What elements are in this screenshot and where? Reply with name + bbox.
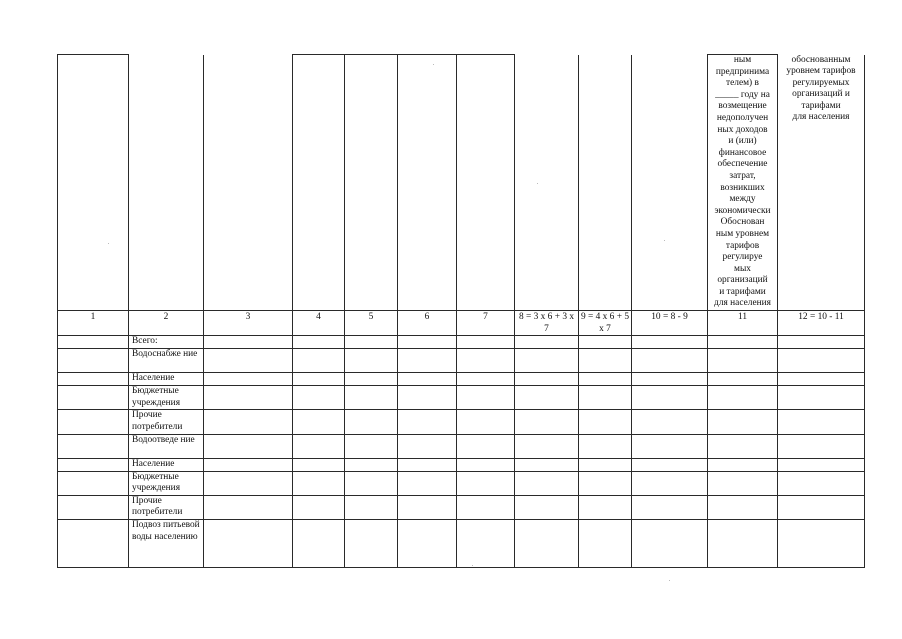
column-number-row — [58, 311, 865, 336]
table-cell — [345, 495, 398, 519]
table-cell — [708, 373, 778, 386]
table-cell — [58, 349, 129, 373]
table-row — [58, 336, 865, 349]
table-cell — [515, 349, 579, 373]
table-cell — [204, 520, 293, 568]
header-text-line: регулируе — [722, 252, 763, 263]
column-number-cell: 11 — [708, 311, 778, 336]
table-cell — [515, 471, 579, 495]
table-cell — [515, 434, 579, 458]
table-cell — [204, 410, 293, 434]
table-cell — [58, 434, 129, 458]
table-cell — [778, 434, 865, 458]
table-cell — [632, 458, 708, 471]
table-cell — [457, 520, 515, 568]
table-cell — [708, 349, 778, 373]
table-cell — [708, 410, 778, 434]
table-cell — [632, 386, 708, 410]
table-cell — [58, 373, 129, 386]
header-cell-2 — [129, 55, 204, 311]
table-cell — [708, 386, 778, 410]
header-cell-12 — [778, 55, 865, 311]
header-cell-4 — [293, 55, 345, 311]
table-cell — [398, 434, 457, 458]
header-text-line: экономически — [714, 205, 771, 216]
table-row — [58, 471, 865, 495]
header-text-line: тарифов — [725, 240, 760, 251]
row-label: Население — [129, 458, 204, 471]
table-cell — [515, 336, 579, 349]
scan-speck — [664, 240, 665, 241]
table-cell — [778, 495, 865, 519]
table-cell — [579, 520, 632, 568]
column-number-cell: 4 — [293, 311, 345, 336]
table-cell — [515, 373, 579, 386]
table-cell — [579, 349, 632, 373]
header-cell-10 — [632, 55, 708, 311]
header-text-line: возмещение — [718, 101, 767, 112]
table-cell — [398, 495, 457, 519]
column-number-cell: 3 — [204, 311, 293, 336]
table-cell — [778, 471, 865, 495]
table-cell — [398, 520, 457, 568]
table-cell — [204, 336, 293, 349]
table-cell — [708, 495, 778, 519]
table-cell — [579, 336, 632, 349]
table-cell — [398, 336, 457, 349]
table-cell — [293, 349, 345, 373]
table-cell — [579, 495, 632, 519]
table-cell — [632, 434, 708, 458]
column-number-cell: 5 — [345, 311, 398, 336]
header-text-line: обоснованным — [791, 54, 851, 65]
header-row — [58, 55, 865, 311]
table-cell — [778, 410, 865, 434]
table-cell — [457, 434, 515, 458]
row-label: Бюджетные учреждения — [129, 471, 204, 495]
column-number-cell: 1 — [58, 311, 129, 336]
table-cell — [457, 471, 515, 495]
table-cell — [293, 410, 345, 434]
table-row — [58, 495, 865, 519]
header-text-line: уровнем тарифов — [786, 66, 856, 77]
header-cell-8 — [515, 55, 579, 311]
table-cell — [204, 495, 293, 519]
table-row — [58, 349, 865, 373]
table-cell — [457, 386, 515, 410]
header-text-line: организаций — [717, 275, 768, 286]
table-cell — [345, 336, 398, 349]
header-cell-5 — [345, 55, 398, 311]
header-text-line: регулируемых — [792, 77, 850, 88]
table-cell — [345, 458, 398, 471]
table-cell — [579, 410, 632, 434]
table-cell — [293, 434, 345, 458]
table-cell — [579, 386, 632, 410]
table-cell — [345, 386, 398, 410]
header-text-line: возникших — [720, 182, 765, 193]
table-cell — [398, 458, 457, 471]
table-cell — [293, 386, 345, 410]
header-text-line: телем) в — [726, 78, 759, 89]
table-cell — [345, 410, 398, 434]
column-number-cell: 7 — [457, 311, 515, 336]
table-cell — [632, 410, 708, 434]
table-row — [58, 458, 865, 471]
scan-speck — [433, 64, 434, 65]
table-cell — [398, 373, 457, 386]
table-cell — [457, 349, 515, 373]
table-cell — [457, 458, 515, 471]
table-cell — [515, 458, 579, 471]
table-cell — [293, 520, 345, 568]
table-cell — [579, 471, 632, 495]
table-row — [58, 520, 865, 568]
table-cell — [398, 386, 457, 410]
table-cell — [58, 386, 129, 410]
table-cell — [345, 471, 398, 495]
tariff-table — [57, 54, 865, 568]
table-cell — [632, 373, 708, 386]
table-cell — [632, 471, 708, 495]
table-cell — [58, 471, 129, 495]
header-text-line: недополучен — [716, 112, 769, 123]
row-label: Водоснабже ние — [129, 349, 204, 373]
table-cell — [345, 349, 398, 373]
header-text-line: ным — [733, 55, 752, 65]
scan-speck — [472, 565, 473, 566]
table-cell — [579, 434, 632, 458]
column-number-cell: 6 — [398, 311, 457, 336]
table-cell — [58, 520, 129, 568]
table-cell — [708, 471, 778, 495]
header-cell-3 — [204, 55, 293, 311]
table-cell — [58, 336, 129, 349]
column-number-cell: 8 = 3 x 6 + 3 x 7 — [515, 311, 579, 336]
header-text-line: предпринима — [715, 66, 770, 77]
table-cell — [632, 336, 708, 349]
table-cell — [632, 495, 708, 519]
table-row — [58, 386, 865, 410]
table-cell — [58, 458, 129, 471]
header-text-line: затрат, — [729, 170, 756, 181]
header-text-line: Обоснован — [720, 217, 765, 228]
table-cell — [708, 520, 778, 568]
scan-speck — [669, 580, 670, 581]
row-label: Прочие потребители — [129, 495, 204, 519]
table-cell — [293, 373, 345, 386]
table-cell — [708, 458, 778, 471]
table-cell — [293, 495, 345, 519]
table-cell — [293, 458, 345, 471]
table-cell — [778, 373, 865, 386]
table-cell — [632, 349, 708, 373]
table-row — [58, 373, 865, 386]
header-text-line: для населения — [792, 112, 850, 123]
header-cell-9 — [579, 55, 632, 311]
row-label: Всего: — [129, 336, 204, 349]
table-cell — [345, 520, 398, 568]
row-label: Бюджетные учреждения — [129, 386, 204, 410]
header-text-line: мых — [734, 263, 751, 274]
table-cell — [778, 520, 865, 568]
header-text-line: и (или) — [728, 136, 757, 147]
table-cell — [515, 495, 579, 519]
table-cell — [204, 471, 293, 495]
header-text-line: для населения — [714, 298, 771, 309]
header-text-line: ным уровнем — [715, 228, 770, 239]
table-cell — [515, 520, 579, 568]
table-cell — [579, 458, 632, 471]
header-text-line: и тарифами — [719, 286, 766, 297]
header-text-line: тарифами — [801, 100, 841, 111]
header-cell-1 — [58, 55, 129, 311]
table-cell — [398, 410, 457, 434]
header-text-line: ных доходов — [717, 124, 768, 135]
table-cell — [398, 471, 457, 495]
table-cell — [345, 434, 398, 458]
column-number-cell: 2 — [129, 311, 204, 336]
row-label: Водоотведе ние — [129, 434, 204, 458]
table-row — [58, 434, 865, 458]
table-cell — [515, 410, 579, 434]
table-cell — [204, 386, 293, 410]
table-cell — [632, 520, 708, 568]
table-cell — [204, 434, 293, 458]
header-cell-6 — [398, 55, 457, 311]
table-cell — [204, 373, 293, 386]
table-cell — [293, 471, 345, 495]
row-label: Население — [129, 373, 204, 386]
table-row — [58, 410, 865, 434]
table-cell — [457, 336, 515, 349]
table-cell — [457, 410, 515, 434]
table-cell — [58, 410, 129, 434]
table-cell — [579, 373, 632, 386]
table-cell — [204, 349, 293, 373]
scan-speck — [108, 243, 109, 244]
table-cell — [204, 458, 293, 471]
table-cell — [778, 349, 865, 373]
header-text-line: _____ году на — [715, 89, 770, 100]
table-cell — [708, 434, 778, 458]
header-cell-7 — [457, 55, 515, 311]
column-number-cell: 10 = 8 - 9 — [632, 311, 708, 336]
table-cell — [58, 495, 129, 519]
header-text-line: финансовое — [718, 147, 767, 158]
table-cell — [457, 495, 515, 519]
table-cell — [457, 373, 515, 386]
table-cell — [778, 336, 865, 349]
header-text-line: организаций и — [792, 89, 850, 100]
column-number-cell: 9 = 4 x 6 + 5 x 7 — [579, 311, 632, 336]
table-cell — [515, 386, 579, 410]
row-label: Прочие потребители — [129, 410, 204, 434]
header-cell-11 — [708, 55, 778, 311]
header-text-line: обеспечение — [717, 159, 768, 170]
table-cell — [398, 349, 457, 373]
column-number-cell: 12 = 10 - 11 — [778, 311, 865, 336]
table-cell — [708, 336, 778, 349]
header-text-line: между — [729, 194, 756, 205]
table-cell — [778, 458, 865, 471]
row-label: Подвоз питьевой воды населению — [129, 520, 204, 568]
table-cell — [778, 386, 865, 410]
table-cell — [345, 373, 398, 386]
table-cell — [293, 336, 345, 349]
scan-speck — [537, 183, 538, 184]
